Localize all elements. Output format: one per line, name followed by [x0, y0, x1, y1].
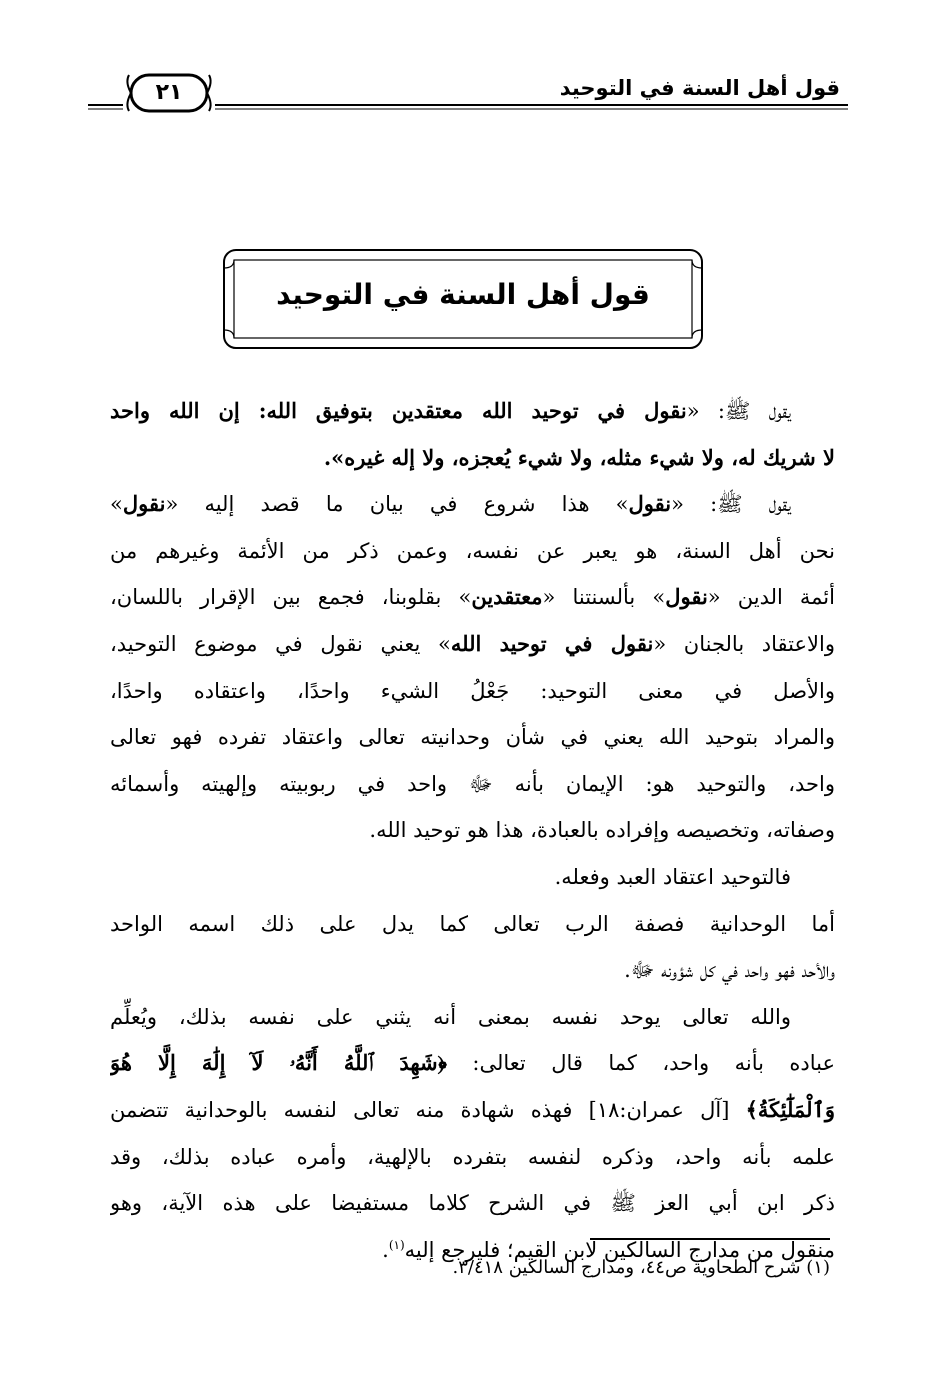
text-line: وَٱلْمَلَٰٓئِكَةُ﴾ [آل عمران:١٨] فهذه شهادة منه تعالى لنفسه بالوحدانية تتضمن — [110, 1096, 835, 1122]
footnote-ref: (١) — [388, 1237, 405, 1252]
text-line: والأحد فهو واحد في كل شؤونه ﷻ. — [624, 958, 835, 983]
running-header — [88, 66, 848, 122]
text-line: لا شريك له، ولا شيء مثله، ولا شيء يُعجزه، ولا إله غيره». — [323, 444, 835, 470]
text-line: فالتوحيد اعتقاد العبد وفعله. — [554, 864, 791, 889]
page-number: ٢١ — [155, 80, 183, 105]
section-title: قول أهل السنة في التوحيد — [276, 278, 650, 311]
footnote-marker: (١) — [806, 1257, 830, 1278]
text-line: والأصل في معنى التوحيد: جَعْلُ الشيء واحدًا، واعتقاده واحدًا، — [110, 678, 835, 703]
quran-verse: وَٱلْمَلَٰٓئِكَةُ﴾ — [745, 1096, 835, 1122]
text-line: يقول ﷺ: «نقول» هذا شروع في بيان ما قصد إليه «نقول» — [110, 491, 791, 517]
text-line: والمراد بتوحيد الله يعني في شأن وحدانيته تعالى واعتقاد تفرده فهو تعالى — [110, 725, 835, 750]
text-line: يقول ﷺ: «نقول في توحيد الله معتقدين بتوفيق الله: إن الله واحد — [110, 398, 791, 423]
header-title: قول أهل السنة في التوحيد — [559, 76, 840, 100]
text-line: والاعتقاد بالجنان «نقول في توحيد الله» يعني نقول في موضوع التوحيد، — [110, 630, 835, 656]
section-title-box — [222, 248, 704, 350]
footnote-rule — [590, 1238, 830, 1240]
text-line: نحن أهل السنة، هو يعبر عن نفسه، وعمن ذكر من الأئمة وغيرهم من — [110, 538, 835, 563]
text-line: ذكر ابن أبي العز ﷺ في الشرح كلاما مستفيضا على هذه الآية، وهو — [110, 1191, 835, 1216]
body-text — [110, 388, 835, 1273]
footnote — [300, 1250, 830, 1286]
text-line: وصفاته، وتخصيصه وإفراده بالعبادة، هذا هو توحيد الله. — [369, 818, 835, 843]
text-line: منقول من مدارج السالكين لابن القيم؛ فليرجع إليه$^{(١)}$. — [382, 1237, 835, 1262]
text-line: واحد، والتوحيد هو: الإيمان بأنه ﷻ واحد في ربوبيته وإلهيته وأسمائه — [110, 771, 835, 796]
footnote-text: شرح الطحاوية ص٤٤، ومدارج السالكين ٣/٤١٨. — [452, 1257, 801, 1278]
quran-verse: ﴿شَهِدَ ٱللَّهُ أَنَّهُۥ لَآ إِلَٰهَ إِلَّا هُوَ — [110, 1050, 447, 1076]
text-line: والله تعالى يوحد نفسه بمعنى أنه يثني على نفسه بذلك، ويُعلِّم — [110, 1004, 791, 1029]
text-line: عباده بأنه واحد، كما قال تعالى: ﴿شَهِدَ ٱللَّهُ أَنَّهُۥ لَآ إِلَٰهَ إِلَّا هُوَ — [110, 1050, 835, 1076]
text-line: أئمة الدين «نقول» بألسنتنا «معتقدين» بقلوبنا، فجمع بين الإقرار باللسان، — [110, 584, 835, 610]
text-line: أما الوحدانية فصفة الرب تعالى كما يدل على ذلك اسمه الواحد — [110, 911, 835, 936]
text-line: علمه بأنه واحد، وذكره لنفسه بتفرده بالإلهية، وأمره عباده بذلك، وقد — [110, 1144, 835, 1169]
page-number-frame — [123, 72, 215, 114]
